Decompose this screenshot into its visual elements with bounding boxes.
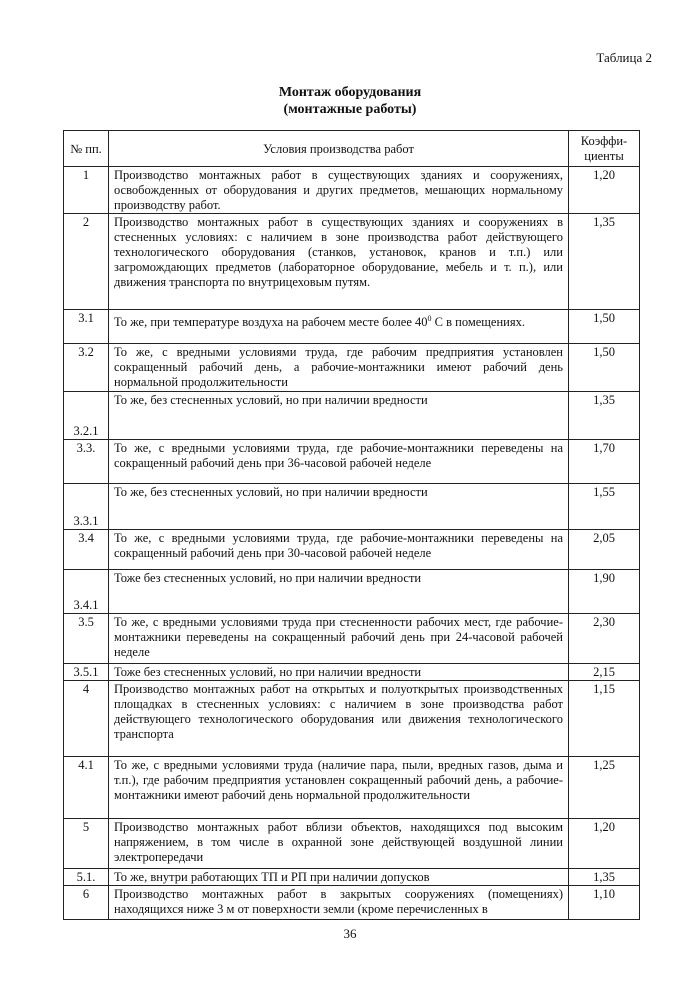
table-row <box>64 440 640 484</box>
row-num: 4.1 <box>64 757 109 819</box>
header-num: № пп. <box>64 131 109 167</box>
row-coef: 1,35 <box>569 392 640 440</box>
row-coef: 1,55 <box>569 484 640 530</box>
row-coef: 1,20 <box>569 167 640 214</box>
row-text: Производство монтажных работ в закрытых сооружениях (помещениях) находящихся ниже 3 м от поверхности земли (кроме перечисленных в <box>109 886 569 920</box>
row-num: 3.2 <box>64 344 109 392</box>
row-num: 3.2.1 <box>64 392 109 440</box>
row-num: 3.5 <box>64 614 109 664</box>
row-num: 3.3.1 <box>64 484 109 530</box>
row-text: То же, внутри работающих ТП и РП при наличии допусков <box>109 869 569 886</box>
row-num: 3.1 <box>64 310 109 344</box>
table-row <box>64 570 640 614</box>
table-row <box>64 664 640 681</box>
row-coef: 2,30 <box>569 614 640 664</box>
header-coefficient: Коэффи-циенты <box>569 131 640 167</box>
row-coef: 1,15 <box>569 681 640 757</box>
row-text: Тоже без стесненных условий, но при наличии вредности <box>109 664 569 681</box>
row-num: 4 <box>64 681 109 757</box>
table-header-row <box>64 131 640 167</box>
row-coef: 1,50 <box>569 310 640 344</box>
row-coef: 1,70 <box>569 440 640 484</box>
row-num: 3.3. <box>64 440 109 484</box>
row-text: То же, без стесненных условий, но при наличии вредности <box>109 484 569 530</box>
header-conditions: Условия производства работ <box>109 131 569 167</box>
row-text: Производство монтажных работ вблизи объектов, находящихся под высоким напряжением, в том числе в охранной зоне действующей воздушной линии электропередачи <box>109 819 569 869</box>
table-row <box>64 167 640 214</box>
table-row <box>64 614 640 664</box>
row-text: То же, с вредными условиями труда (наличие пара, пыли, вредных газов, дыма и т.п.), где рабочим предприятия установлен сокращенный рабочий день, а рабочие-монтажники имеют рабочий день нормальной продолжительности <box>109 757 569 819</box>
document-title: Монтаж оборудования <box>278 85 422 100</box>
table-row <box>64 310 640 344</box>
table-row <box>64 344 640 392</box>
document-subtitle: (монтажные работы) <box>283 102 417 117</box>
row-text: То же, с вредными условиями труда, где рабочие-монтажники переведены на сокращенный рабочий день при 36-часовой рабочей неделе <box>109 440 569 484</box>
row-text: То же, с вредными условиями труда, где рабочим предприятия установлен сокращенный рабочий день, а рабочие-монтажники имеют рабочий день нормальной продолжительности <box>109 344 569 392</box>
table-row <box>64 530 640 570</box>
row-coef: 1,20 <box>569 819 640 869</box>
page-number: 36 <box>343 926 357 941</box>
row-num: 2 <box>64 214 109 310</box>
table-row <box>64 214 640 310</box>
table-row <box>64 819 640 869</box>
row-text: То же, при температуре воздуха на рабочем месте более $40^0$ С в помещениях. <box>109 310 569 344</box>
row-coef: 2,05 <box>569 530 640 570</box>
table-row <box>64 484 640 530</box>
degree-sup: 0 <box>427 314 432 323</box>
row-coef: 1,25 <box>569 757 640 819</box>
row-coef: 1,35 <box>569 869 640 886</box>
table-row <box>64 869 640 886</box>
row-coef: 1,35 <box>569 214 640 310</box>
table-label: Таблица 2 <box>596 50 652 65</box>
row-num: 5.1. <box>64 869 109 886</box>
row-num: 3.4 <box>64 530 109 570</box>
table-row <box>64 757 640 819</box>
works-table <box>63 130 640 920</box>
row-text: То же, без стесненных условий, но при наличии вредности <box>109 392 569 440</box>
row-coef: 1,90 <box>569 570 640 614</box>
row-num: 1 <box>64 167 109 214</box>
row-text: То же, с вредными условиями труда, где рабочие-монтажники переведены на сокращенный рабочий день при 30-часовой рабочей неделе <box>109 530 569 570</box>
row-coef: 2,15 <box>569 664 640 681</box>
table-row <box>64 681 640 757</box>
row-text: Производство монтажных работ в существующих зданиях и сооружениях в стесненных условиях: с наличием в зоне производства работ действующего технологического оборудования (станков, установок, кранов и т.п.) или загромождающих предметов (лабораторное оборудование, мебель и т. п.), или движения транспорта по внутрицеховым путям. <box>109 214 569 310</box>
row-num: 3.5.1 <box>64 664 109 681</box>
row-coef: 1,10 <box>569 886 640 920</box>
row-text: Тоже без стесненных условий, но при наличии вредности <box>109 570 569 614</box>
row-num: 6 <box>64 886 109 920</box>
row-text: То же, с вредными условиями труда при стесненности рабочих мест, где рабочие-монтажники переведены на сокращенный рабочий день при 24-часовой рабочей неделе <box>109 614 569 664</box>
row-num: 5 <box>64 819 109 869</box>
row-text: Производство монтажных работ в существующих зданиях и сооружениях, освобожденных от оборудования и других предметов, мешающих нормальному производству работ. <box>109 167 569 214</box>
table-row <box>64 392 640 440</box>
row-text: Производство монтажных работ на открытых и полуоткрытых производственных площадках в стесненных условиях: с наличием в зоне производства работ действующего технологического оборудования или движения технологического транспорта <box>109 681 569 757</box>
row-coef: 1,50 <box>569 344 640 392</box>
table-row <box>64 886 640 920</box>
row-num: 3.4.1 <box>64 570 109 614</box>
